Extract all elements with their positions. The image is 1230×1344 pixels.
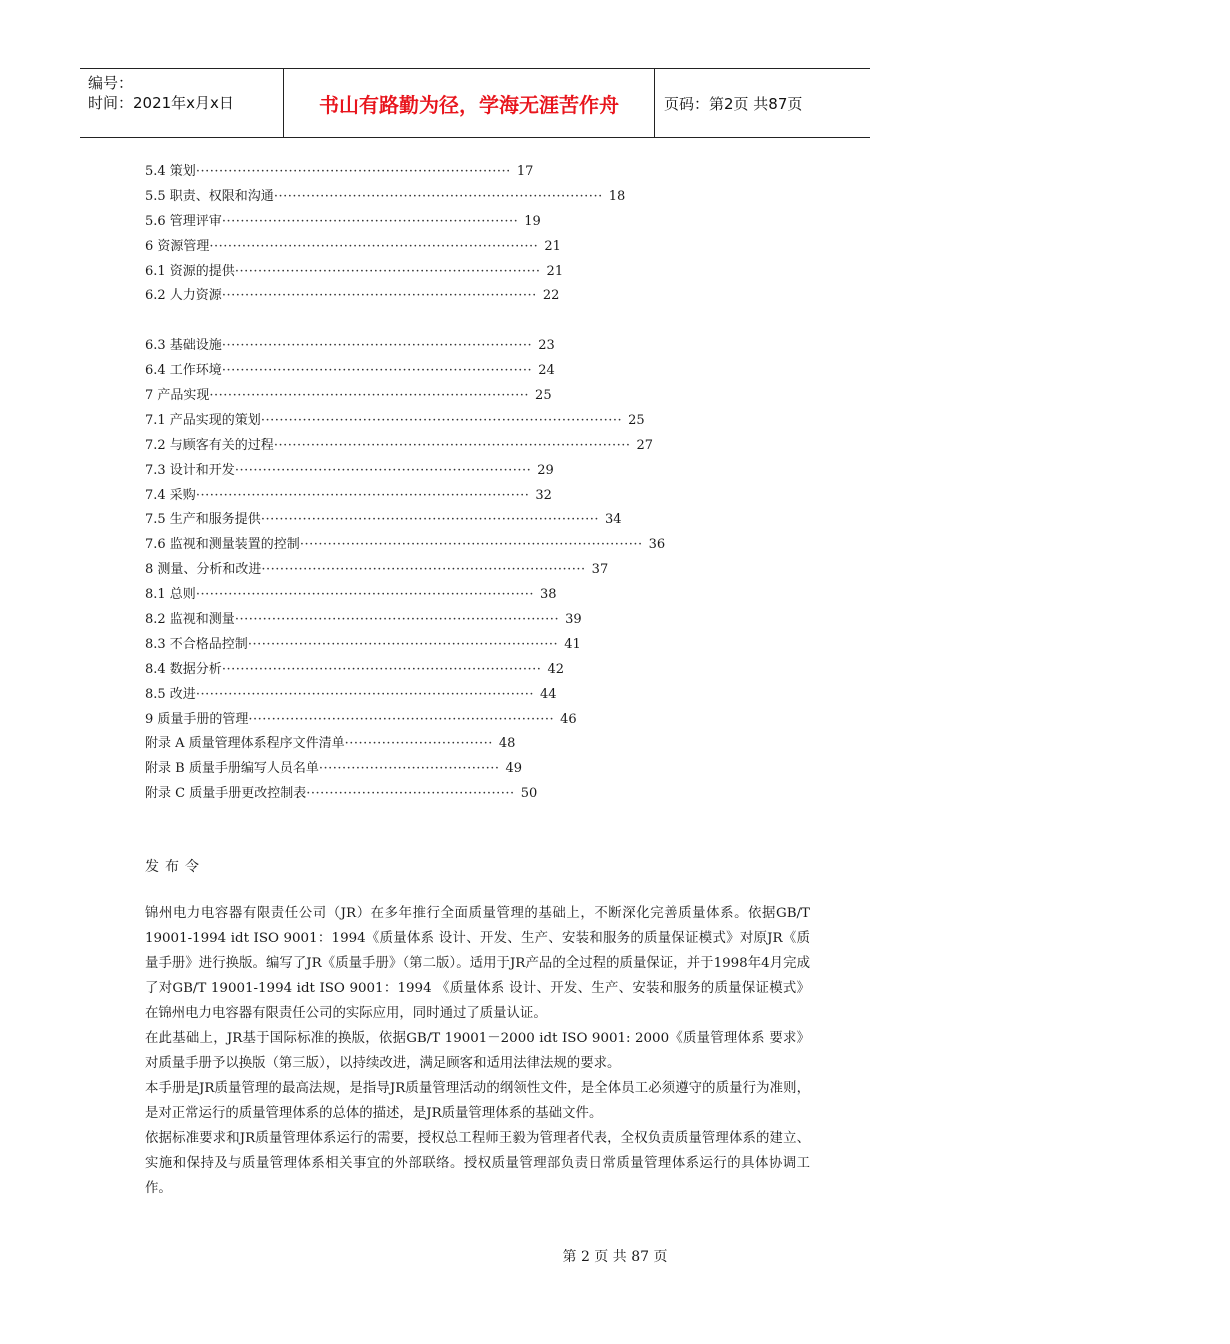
toc-entry [145, 210, 565, 235]
toc-entry-label: 7.3 设计和开发 [145, 462, 235, 478]
toc-entry-page: 17 [516, 164, 534, 179]
toc-entry-label: 7.1 产品实现的策划 [145, 412, 261, 428]
toc-entry-label: 6.4 工作环境 [145, 363, 222, 379]
toc-entry-label: 6.2 人力资源 [145, 288, 222, 304]
toc-entry [145, 334, 565, 359]
toc-entry [145, 708, 577, 733]
toc-entry [145, 633, 581, 658]
toc-entry-leader: ·································································· [248, 711, 555, 727]
toc-entry-page: 41 [564, 636, 581, 652]
toc-entry [145, 732, 565, 757]
toc-entry-page: 32 [535, 487, 552, 503]
toc-entry [145, 359, 565, 384]
toc-entry-label: 7.4 采购 [145, 487, 196, 503]
toc-entry-page: 44 [539, 686, 557, 702]
paragraph: 依据标准要求和JR质量管理体系运行的需要，授权总工程师王毅为管理者代表，全权负责质量管理体系的建立、实施和保持及与质量管理体系相关事宜的外部联络。授权质量管理部负责日常质量管理体系运行的具体协调工作。 [145, 1131, 810, 1196]
toc-entry-label: 9 质量手册的管理 [145, 711, 249, 727]
toc-entry-label: 6.1 资源的提供 [145, 263, 235, 279]
toc-entry-page: 24 [538, 363, 555, 379]
toc-entry-label: 8.5 改进 [145, 686, 196, 702]
toc-entry-leader: ········································································· [260, 512, 599, 528]
toc-entry-label: 5.6 管理评审 [145, 213, 222, 229]
toc-entry-label: 6.3 基础设施 [145, 338, 222, 354]
toc-entry [145, 583, 565, 608]
toc-entry-leader: ··································································· [221, 363, 533, 379]
toc-entry-leader: ······································································ [234, 612, 560, 628]
page-header [80, 68, 870, 138]
toc-entry-label: 8.3 不合格品控制 [145, 636, 248, 652]
toc-entry-page: 39 [565, 612, 582, 628]
document-code-label: 编号： [88, 74, 134, 92]
toc-entry-label: 6 资源管理 [145, 238, 210, 254]
toc-entry-leader: ···································································· [221, 288, 537, 304]
toc-entry-label: 8 测量、分析和改进 [145, 562, 262, 578]
toc-entry-leader: ···································································· [195, 164, 511, 179]
toc-entry [145, 558, 609, 583]
document-date: 时间：2021年x月x日 [88, 94, 234, 112]
table-of-contents [145, 160, 666, 807]
toc-entry-leader: ········································································ [195, 487, 530, 503]
toc-entry-page: 21 [546, 263, 564, 279]
toc-entry-label: 8.4 数据分析 [145, 661, 222, 677]
toc-entry-leader: ······································································· [273, 188, 603, 204]
toc-entry-page: 37 [591, 562, 609, 578]
toc-entry-label: 7.2 与顾客有关的过程 [145, 437, 274, 453]
toc-entry-label: 附录 B 质量手册编写人员名单 [145, 761, 319, 777]
toc-entry-label: 7.5 生产和服务提供 [145, 512, 261, 528]
toc-entry-page: 34 [604, 512, 622, 528]
toc-entry-label: 7.6 监视和测量装置的控制 [145, 537, 300, 553]
body-text [145, 901, 810, 1201]
toc-entry [145, 658, 565, 683]
page-footer: 第 2 页 共 87 页 [562, 1249, 668, 1265]
toc-entry-page: 42 [547, 661, 564, 677]
toc-entry-page: 49 [505, 761, 523, 777]
toc-entry [145, 508, 622, 533]
toc-entry [145, 782, 565, 807]
toc-entry-leader: ········································································· [195, 587, 534, 603]
toc-entry-leader: ··································································· [247, 636, 559, 652]
toc-entry [145, 235, 565, 260]
toc-entry-label: 8.1 总则 [145, 587, 196, 603]
toc-entry-page: 36 [648, 537, 666, 553]
toc-entry-leader: ·································································· [234, 263, 541, 279]
header-meta [80, 69, 283, 137]
toc-entry-leader: ································································ [221, 213, 519, 229]
toc-entry-page: 38 [539, 587, 557, 603]
toc-entry-label: 7 产品实现 [145, 388, 210, 404]
toc-entry-leader: ································································ [234, 462, 532, 478]
toc-entry-leader: ································ [344, 736, 493, 752]
toc-entry-page: 50 [520, 786, 538, 802]
toc-entry-page: 23 [538, 338, 555, 354]
toc-entry-leader: ············································· [306, 786, 515, 802]
toc-entry [145, 160, 565, 185]
toc-entry-leader: ·········································································· [299, 537, 643, 553]
paragraph: 在此基础上，JR基于国际标准的换版，依据GB/T 19001－2000 idt ISO 9001: 2000《质量管理体系 要求》对质量手册予以换版（第三版），以持续改进，满足顾客和适用法律法规的要求。 [145, 1031, 810, 1071]
toc-entry-page: 27 [636, 437, 654, 453]
toc-entry-leader: ······································································ [261, 562, 586, 578]
toc-entry-leader: ····································································· [209, 388, 530, 404]
toc-entry-page: 29 [537, 462, 554, 478]
toc-entry-label: 附录 A 质量管理体系程序文件清单 [145, 736, 345, 752]
toc-entry-leader: ······································· [318, 761, 500, 777]
toc-entry-leader: ····································································· [221, 661, 542, 677]
toc-entry-label: 5.4 策划 [145, 164, 196, 179]
toc-entry [145, 409, 645, 434]
paragraph: 本手册是JR质量管理的最高法规，是指导JR质量管理活动的纲领性文件，是全体员工必须遵守的质量行为准则，是对正常运行的质量管理体系的总体的描述，是JR质量管理体系的基础文件。 [145, 1081, 810, 1121]
toc-entry-label: 附录 C 质量手册更改控制表 [145, 786, 307, 802]
toc-entry-page: 19 [524, 213, 541, 229]
header-motto: 书山有路勤为径，学海无涯苦作舟 [283, 69, 655, 137]
toc-entry [145, 284, 565, 309]
toc-entry [145, 608, 582, 633]
toc-entry [145, 533, 666, 558]
toc-entry [145, 459, 565, 484]
toc-entry [145, 484, 565, 509]
toc-entry-page: 21 [544, 238, 561, 254]
toc-entry-page: 46 [560, 711, 577, 727]
toc-entry-label: 5.5 职责、权限和沟通 [145, 188, 274, 204]
toc-entry-page: 22 [542, 288, 560, 304]
toc-entry-page: 25 [628, 412, 645, 428]
toc-entry-leader: ·············································································· [260, 412, 623, 428]
paragraph: 锦州电力电容器有限责任公司（JR）在多年推行全面质量管理的基础上，不断深化完善质量体系。依据GB/T 19001-1994 idt ISO 9001：1994《质量体系 设计、开发、生产、安装和服务的质量保证模式》对原JR《质量手册》进行换版。编写了JR《质量手册》（第二版）。适用于JR产品的全过程的质量保证，并于1998年4月完成了对GB/T 19001-1994 idt ISO 9001：1994 《质量体系 设计、开发、生产、安装和服务的质量保证模式》在锦州电力电容器有限责任公司的实际应用，同时通过了质量认证。 [145, 906, 810, 1021]
toc-entry [145, 757, 565, 782]
toc-entry-leader: ··································································· [221, 338, 533, 354]
toc-entry-page: 18 [608, 188, 626, 204]
header-page-number: 页码：第2页 共87页 [664, 94, 803, 113]
toc-entry-page: 25 [535, 388, 552, 404]
toc-entry [145, 185, 626, 210]
toc-entry-leader: ············································································· [273, 437, 631, 453]
toc-entry [145, 384, 565, 409]
toc-entry-leader: ········································································· [195, 686, 534, 702]
toc-entry-page: 48 [498, 736, 516, 752]
section-title: 发布令 [145, 859, 205, 875]
toc-entry [145, 260, 565, 285]
toc-entry [145, 683, 565, 708]
toc-entry [145, 434, 654, 459]
toc-entry-leader: ······································································· [209, 238, 539, 254]
toc-entry-label: 8.2 监视和测量 [145, 612, 235, 628]
